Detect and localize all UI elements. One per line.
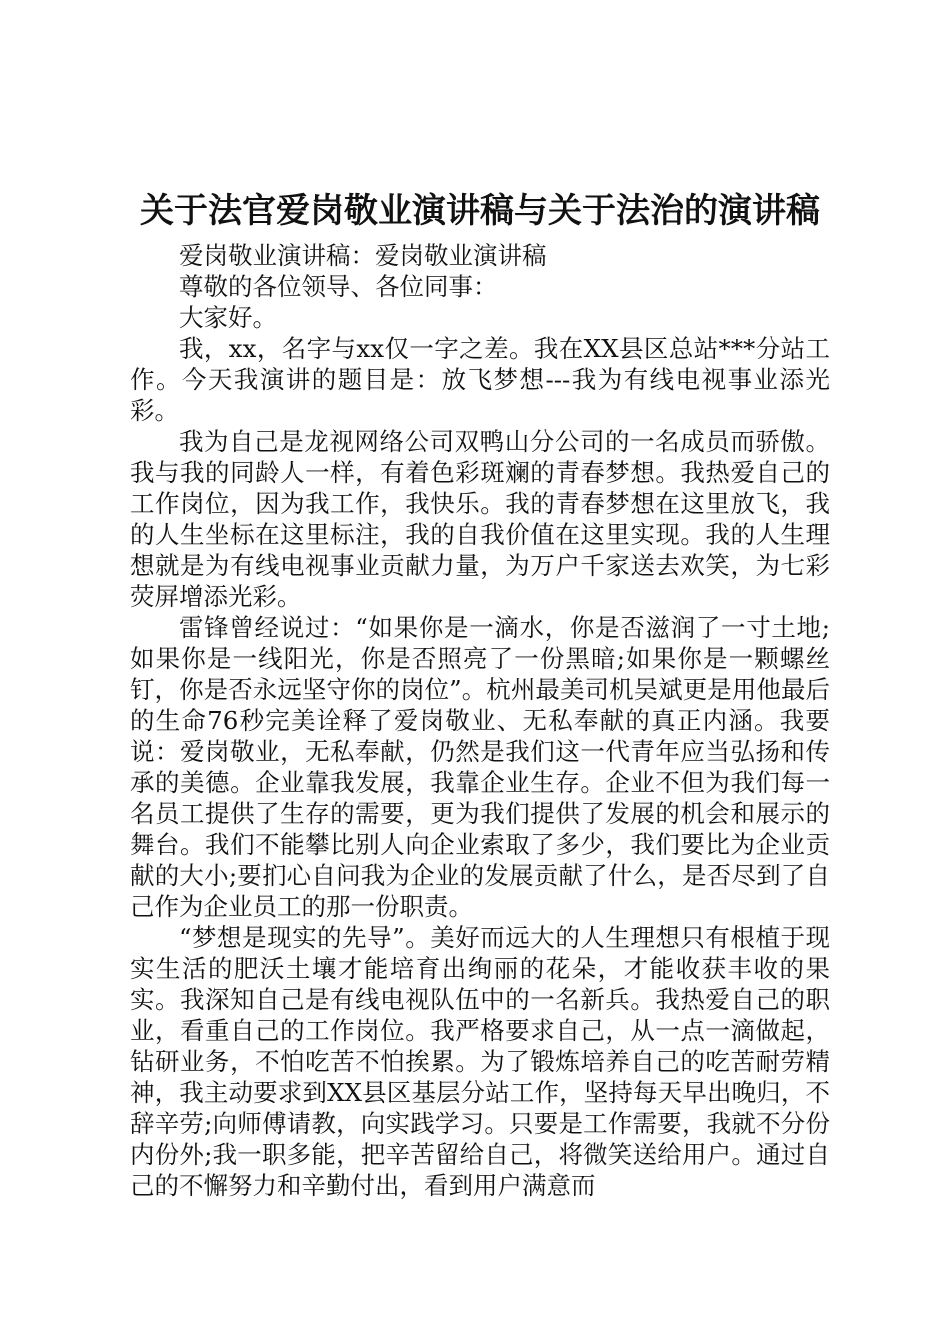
paragraph-leifeng-quote: 雷锋曾经说过：“如果你是一滴水，你是否滋润了一寸土地;如果你是一线阳光，你是否照亮了一份黑暗;如果你是一颗螺丝钉，你是否永远坚守你的岗位”。杭州最美司机吴斌更是用他最后的生命76秒完美诠释了爱岗敬业、无私奉献的真正内涵。我要说：爱岗敬业，无私奉献，仍然是我们这一代青年应当弘扬和传承的美德。企业靠我发展，我靠企业生存。企业不但为我们每一名员工提供了生存的需要，更为我们提供了发展的机会和展示的舞台。我们不能攀比别人向企业索取了多少，我们要比为企业贡献的大小;要扪心自问我为企业的发展贡献了什么，是否尽到了自己作为企业员工的那一份职责。 xyxy=(130,613,830,921)
paragraph-dream: “梦想是现实的先导”。美好而远大的人生理想只有根植于现实生活的肥沃土壤才能培育出绚丽的花朵，才能收获丰收的果实。我深知自己是有线电视队伍中的一名新兵。我热爱自己的职业，看重自己的工作岗位。我严格要求自己，从一点一滴做起，钻研业务，不怕吃苦不怕挨累。为了锻炼培养自己的吃苦耐劳精神，我主动要求到XX县区基层分站工作，坚持每天早出晚归，不辞辛劳;向师傅请教，向实践学习。只要是工作需要，我就不分份内份外;我一职多能，把辛苦留给自己，将微笑送给用户。通过自己的不懈努力和辛勤付出，看到用户满意而 xyxy=(130,923,830,1200)
paragraph-salutation: 尊敬的各位领导、各位同事： xyxy=(179,272,498,301)
paragraph-greeting: 大家好。 xyxy=(179,303,277,332)
paragraph-heading: 爱岗敬业演讲稿：爱岗敬业演讲稿 xyxy=(179,241,547,270)
document-title: 关于法官爱岗敬业演讲稿与关于法治的演讲稿 xyxy=(140,191,820,231)
paragraph-introduction: 我，xx，名字与xx仅一字之差。我在XX县区总站***分站工作。今天我演讲的题目是：放飞梦想---我为有线电视事业添光彩。 xyxy=(130,334,830,425)
paragraph-pride: 我为自己是龙视网络公司双鸭山分公司的一名成员而骄傲。我与我的同龄人一样，有着色彩斑斓的青春梦想。我热爱自己的工作岗位，因为我工作，我快乐。我的青春梦想在这里放飞，我的人生坐标在这里标注，我的自我价值在这里实现。我的人生理想就是为有线电视事业贡献力量，为万户千家送去欢笑，为七彩荧屏增添光彩。 xyxy=(130,427,830,611)
document-page xyxy=(130,188,830,1201)
